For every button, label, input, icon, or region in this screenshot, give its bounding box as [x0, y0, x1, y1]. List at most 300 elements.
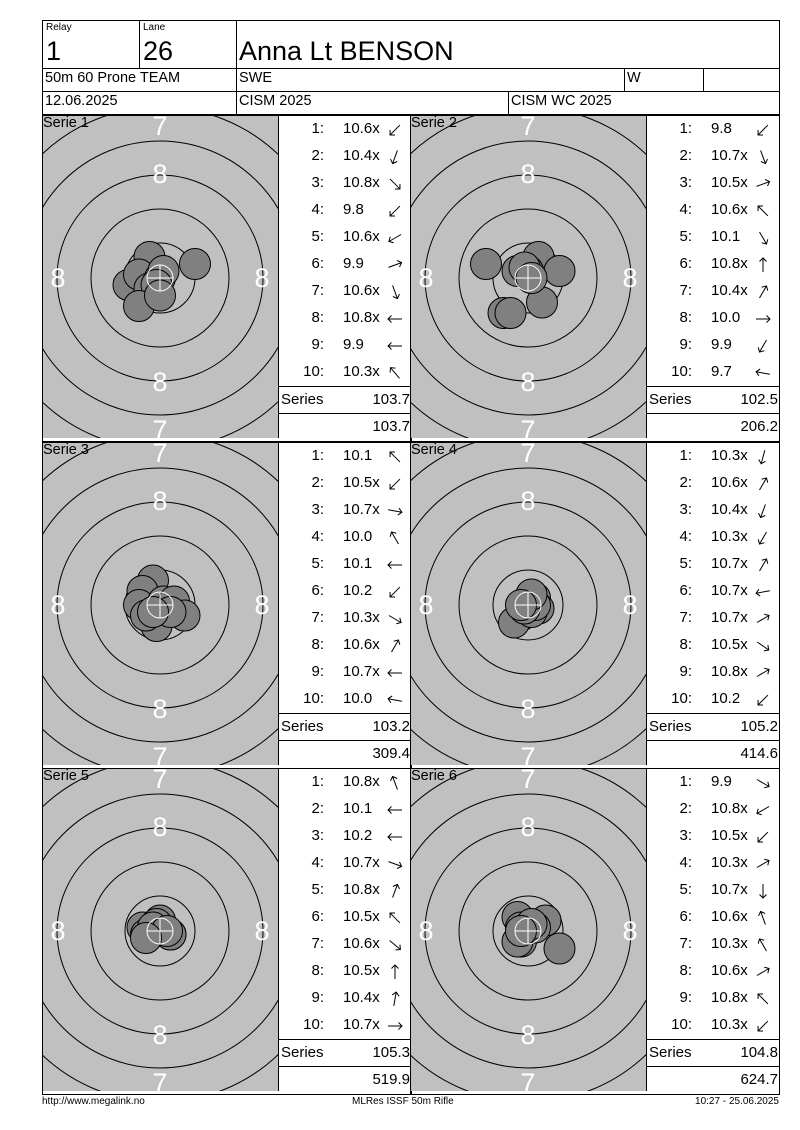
shot-score: 10.7x	[343, 663, 380, 680]
ring-label-8: 8	[520, 694, 536, 724]
shot-number: 7:	[311, 609, 324, 626]
direction-arrow-icon	[385, 963, 405, 981]
shot-score: 10.8x	[711, 255, 748, 272]
direction-arrow-icon	[753, 529, 773, 547]
shot-row	[647, 251, 779, 278]
shot-score: 10.7x	[711, 881, 748, 898]
shot-row	[279, 305, 411, 332]
shot-row	[279, 524, 411, 551]
ring-label-8: 8	[152, 159, 168, 189]
shot-row	[647, 632, 779, 659]
shot-row	[647, 823, 779, 850]
direction-arrow-icon	[385, 502, 405, 520]
shooter-name: Anna Lt BENSON	[239, 36, 454, 66]
target-svg	[411, 116, 647, 438]
shot-number: 5:	[679, 555, 692, 572]
event-name: 50m 60 Prone TEAM	[45, 70, 181, 86]
direction-arrow-icon	[385, 175, 405, 193]
shot-row	[279, 251, 411, 278]
direction-arrow-icon	[385, 310, 405, 328]
shot-score: 10.4x	[711, 501, 748, 518]
serie-panel	[410, 442, 780, 769]
target-svg	[411, 443, 647, 765]
series-total-row	[647, 713, 779, 740]
shot-number: 10:	[303, 1016, 324, 1033]
shot-number: 3:	[311, 501, 324, 518]
direction-arrow-icon	[385, 364, 405, 382]
shot-score: 10.0	[343, 528, 373, 545]
shot-score: 10.7x	[343, 501, 380, 518]
shot-row	[279, 443, 411, 470]
shot-row	[279, 470, 411, 497]
shot-number: 2:	[679, 800, 692, 817]
shot-score: 10.3x	[711, 1016, 748, 1033]
shot-score: 10.6x	[711, 474, 748, 491]
extra-cell	[703, 68, 780, 92]
direction-arrow-icon	[753, 882, 773, 900]
direction-arrow-icon	[753, 502, 773, 520]
target-image	[43, 769, 279, 1091]
ring-label-7: 7	[152, 443, 168, 468]
shot-score: 10.0	[343, 690, 373, 707]
direction-arrow-icon	[385, 148, 405, 166]
direction-arrow-icon	[753, 202, 773, 220]
shot-row	[279, 823, 411, 850]
ring-label-8: 8	[152, 486, 168, 516]
shot-score: 10.6x	[343, 636, 380, 653]
ring-label-8: 8	[254, 916, 270, 946]
ring-label-7: 7	[152, 415, 168, 438]
ring-label-8: 8	[50, 916, 66, 946]
ring-label-8: 8	[254, 263, 270, 293]
serie-label: Serie 1	[43, 116, 89, 131]
shot-score: 10.1	[343, 447, 373, 464]
shot-number: 8:	[311, 962, 324, 979]
series-total-value: 102.5	[740, 391, 778, 408]
nation: SWE	[239, 70, 273, 86]
ring-label-7: 7	[520, 742, 536, 765]
shot-row	[647, 605, 779, 632]
direction-arrow-icon	[753, 229, 773, 247]
shot-number: 8:	[311, 309, 324, 326]
shot-number: 10:	[303, 690, 324, 707]
serie-label: Serie 3	[43, 443, 89, 458]
ring-label-8: 8	[152, 694, 168, 724]
direction-arrow-icon	[385, 637, 405, 655]
shot-number: 4:	[311, 528, 324, 545]
shot-score: 10.8x	[711, 989, 748, 1006]
target-svg	[43, 769, 279, 1091]
shot-score: 10.7x	[343, 1016, 380, 1033]
relay-label: Relay	[46, 22, 72, 33]
shot-row	[279, 1012, 411, 1039]
ring-label-8: 8	[418, 916, 434, 946]
shot-number: 2:	[311, 474, 324, 491]
direction-arrow-icon	[753, 283, 773, 301]
direction-arrow-icon	[385, 936, 405, 954]
championship-cell	[508, 91, 780, 115]
shot-score: 10.6x	[343, 120, 380, 137]
shot-score: 10.3x	[343, 363, 380, 380]
ring-label-8: 8	[622, 916, 638, 946]
shot-number: 9:	[679, 336, 692, 353]
ring-label-8: 8	[520, 812, 536, 842]
shot-number: 3:	[311, 174, 324, 191]
shot-row	[647, 332, 779, 359]
direction-arrow-icon	[753, 475, 773, 493]
shot-score: 10.7x	[711, 147, 748, 164]
shot-row	[647, 985, 779, 1012]
gender-cell	[624, 68, 704, 92]
shot-number: 1:	[311, 447, 324, 464]
shot-row	[647, 659, 779, 686]
shot-score: 10.1	[343, 800, 373, 817]
shot-list	[279, 116, 411, 438]
shot-row	[279, 332, 411, 359]
direction-arrow-icon	[385, 610, 405, 628]
shot-number: 1:	[311, 120, 324, 137]
shot-number: 6:	[311, 908, 324, 925]
ring-label-7: 7	[520, 769, 536, 794]
shot-number: 4:	[679, 528, 692, 545]
shot-number: 7:	[679, 609, 692, 626]
direction-arrow-icon	[385, 1017, 405, 1035]
shot-number: 7:	[311, 935, 324, 952]
shot-row	[647, 524, 779, 551]
shot-number: 4:	[311, 854, 324, 871]
shot-row	[279, 143, 411, 170]
shot-number: 3:	[679, 174, 692, 191]
shot-row	[647, 850, 779, 877]
shot-number: 9:	[311, 336, 324, 353]
shot-number: 8:	[311, 636, 324, 653]
ring-label-8: 8	[622, 590, 638, 620]
direction-arrow-icon	[385, 121, 405, 139]
shot-number: 10:	[671, 690, 692, 707]
shot-number: 5:	[679, 881, 692, 898]
shot-hole	[180, 249, 211, 280]
shot-number: 1:	[679, 773, 692, 790]
shot-score: 10.8x	[343, 309, 380, 326]
shot-score: 10.5x	[343, 962, 380, 979]
shot-number: 1:	[679, 447, 692, 464]
series-total-row	[647, 386, 779, 413]
lane-label: Lane	[143, 22, 166, 33]
shot-row	[647, 359, 779, 386]
shot-score: 10.4x	[343, 989, 380, 1006]
shot-list	[647, 443, 779, 765]
shot-row	[647, 116, 779, 143]
shot-score: 10.4x	[343, 147, 380, 164]
shot-number: 3:	[311, 827, 324, 844]
direction-arrow-icon	[753, 963, 773, 981]
target-svg	[43, 116, 279, 438]
direction-arrow-icon	[753, 556, 773, 574]
direction-arrow-icon	[753, 121, 773, 139]
shot-row	[647, 497, 779, 524]
series-total-label: Series	[281, 718, 324, 735]
target-image	[411, 443, 647, 765]
cumulative-total-row	[279, 1066, 411, 1093]
shot-row	[647, 197, 779, 224]
ring-label-8: 8	[520, 486, 536, 516]
shot-list	[647, 116, 779, 438]
series-total-value: 105.2	[740, 718, 778, 735]
shot-number: 6:	[311, 255, 324, 272]
direction-arrow-icon	[753, 828, 773, 846]
direction-arrow-icon	[385, 855, 405, 873]
shot-row	[279, 497, 411, 524]
shot-number: 9:	[311, 989, 324, 1006]
ring-label-7: 7	[520, 415, 536, 438]
shot-row	[647, 278, 779, 305]
shot-list	[647, 769, 779, 1091]
cumulative-total-row	[279, 413, 411, 440]
cumulative-total-value: 414.6	[740, 745, 778, 762]
shot-number: 10:	[671, 363, 692, 380]
series-total-row	[279, 1039, 411, 1066]
shot-number: 5:	[679, 228, 692, 245]
shot-row	[279, 551, 411, 578]
relay-number: 1	[46, 36, 62, 66]
shot-score: 9.9	[711, 336, 732, 353]
shot-score: 10.5x	[711, 636, 748, 653]
direction-arrow-icon	[753, 855, 773, 873]
shot-row	[279, 904, 411, 931]
shot-row	[279, 170, 411, 197]
shot-score: 10.6x	[711, 201, 748, 218]
series-total-label: Series	[649, 1044, 692, 1061]
direction-arrow-icon	[753, 583, 773, 601]
lane-cell	[139, 20, 237, 69]
championship: CISM WC 2025	[511, 93, 612, 109]
shot-row	[279, 769, 411, 796]
shot-score: 10.5x	[711, 174, 748, 191]
target-image	[411, 116, 647, 438]
direction-arrow-icon	[385, 529, 405, 547]
shot-number: 8:	[679, 636, 692, 653]
direction-arrow-icon	[385, 990, 405, 1008]
shot-score: 10.0	[711, 309, 741, 326]
event-cell	[42, 68, 237, 92]
direction-arrow-icon	[753, 610, 773, 628]
direction-arrow-icon	[753, 256, 773, 274]
shot-row	[279, 796, 411, 823]
shot-score: 10.7x	[711, 555, 748, 572]
shot-row	[279, 605, 411, 632]
shot-row	[647, 877, 779, 904]
shot-number: 7:	[311, 282, 324, 299]
shot-number: 7:	[679, 282, 692, 299]
shot-score: 10.8x	[343, 174, 380, 191]
direction-arrow-icon	[753, 1017, 773, 1035]
ring-label-8: 8	[254, 590, 270, 620]
serie-label: Serie 4	[411, 443, 457, 458]
shot-score: 10.2	[711, 690, 741, 707]
shot-score: 10.7x	[343, 854, 380, 871]
shot-row	[279, 578, 411, 605]
nation-cell	[236, 68, 625, 92]
direction-arrow-icon	[385, 256, 405, 274]
direction-arrow-icon	[753, 774, 773, 792]
shot-row	[647, 551, 779, 578]
shot-score: 9.9	[343, 336, 364, 353]
direction-arrow-icon	[385, 909, 405, 927]
direction-arrow-icon	[753, 337, 773, 355]
shot-score: 10.8x	[711, 800, 748, 817]
serie-panel	[42, 115, 412, 442]
shot-row	[279, 985, 411, 1012]
shot-number: 3:	[679, 827, 692, 844]
shot-row	[647, 170, 779, 197]
shot-number: 5:	[311, 228, 324, 245]
shot-row	[279, 659, 411, 686]
shot-score: 10.6x	[343, 935, 380, 952]
relay-cell	[42, 20, 140, 69]
shot-number: 7:	[679, 935, 692, 952]
direction-arrow-icon	[385, 202, 405, 220]
shot-score: 9.9	[711, 773, 732, 790]
direction-arrow-icon	[385, 691, 405, 709]
shot-score: 10.6x	[343, 282, 380, 299]
cumulative-total-value: 103.7	[372, 418, 410, 435]
direction-arrow-icon	[385, 801, 405, 819]
shot-number: 4:	[679, 854, 692, 871]
series-total-label: Series	[649, 718, 692, 735]
direction-arrow-icon	[753, 364, 773, 382]
footer-timestamp: 10:27 - 25.06.2025	[695, 1096, 779, 1107]
shot-number: 2:	[311, 800, 324, 817]
series-total-row	[279, 386, 411, 413]
ring-label-7: 7	[152, 742, 168, 765]
shot-score: 10.5x	[343, 474, 380, 491]
direction-arrow-icon	[385, 448, 405, 466]
direction-arrow-icon	[385, 828, 405, 846]
shot-row	[647, 796, 779, 823]
shot-number: 2:	[679, 474, 692, 491]
shot-score: 10.6x	[711, 962, 748, 979]
shot-number: 6:	[679, 582, 692, 599]
serie-panel	[410, 768, 780, 1095]
shot-score: 9.7	[711, 363, 732, 380]
serie-label: Serie 2	[411, 116, 457, 131]
ring-label-8: 8	[152, 367, 168, 397]
direction-arrow-icon	[753, 175, 773, 193]
shot-number: 6:	[679, 255, 692, 272]
shot-row	[279, 278, 411, 305]
shot-hole	[138, 597, 169, 628]
shot-score: 10.6x	[343, 228, 380, 245]
shot-row	[279, 197, 411, 224]
ring-label-8: 8	[418, 263, 434, 293]
shot-row	[647, 769, 779, 796]
target-image	[43, 116, 279, 438]
shot-hole	[471, 249, 502, 280]
shot-row	[647, 686, 779, 713]
cumulative-total-value: 624.7	[740, 1071, 778, 1088]
shot-row	[279, 931, 411, 958]
direction-arrow-icon	[385, 664, 405, 682]
series-total-row	[647, 1039, 779, 1066]
shot-number: 4:	[679, 201, 692, 218]
cumulative-total-value: 519.9	[372, 1071, 410, 1088]
direction-arrow-icon	[385, 475, 405, 493]
shot-row	[647, 305, 779, 332]
shot-row	[647, 143, 779, 170]
shot-number: 3:	[679, 501, 692, 518]
direction-arrow-icon	[385, 283, 405, 301]
shot-score: 10.5x	[711, 827, 748, 844]
gender: W	[627, 70, 641, 86]
direction-arrow-icon	[753, 990, 773, 1008]
direction-arrow-icon	[385, 556, 405, 574]
direction-arrow-icon	[753, 148, 773, 166]
shot-hole	[131, 923, 162, 954]
direction-arrow-icon	[753, 909, 773, 927]
serie-label: Serie 5	[43, 769, 89, 784]
shot-row	[647, 224, 779, 251]
direction-arrow-icon	[753, 448, 773, 466]
cumulative-total-row	[647, 413, 779, 440]
shot-score: 10.3x	[711, 528, 748, 545]
shot-row	[647, 578, 779, 605]
series-total-value: 105.3	[372, 1044, 410, 1061]
ring-label-7: 7	[152, 1068, 168, 1091]
direction-arrow-icon	[385, 337, 405, 355]
direction-arrow-icon	[753, 936, 773, 954]
shot-number: 5:	[311, 555, 324, 572]
shot-score: 10.5x	[343, 908, 380, 925]
shot-score: 10.8x	[343, 881, 380, 898]
ring-label-7: 7	[520, 116, 536, 141]
series-total-label: Series	[281, 391, 324, 408]
shot-score: 10.3x	[343, 609, 380, 626]
direction-arrow-icon	[385, 583, 405, 601]
shot-row	[279, 958, 411, 985]
shot-number: 4:	[311, 201, 324, 218]
shot-score: 10.2	[343, 827, 373, 844]
ring-label-8: 8	[50, 590, 66, 620]
shot-hole	[544, 256, 575, 287]
shot-list	[279, 769, 411, 1091]
shot-row	[279, 632, 411, 659]
shot-row	[647, 958, 779, 985]
ring-label-7: 7	[520, 1068, 536, 1091]
direction-arrow-icon	[753, 637, 773, 655]
lane-number: 26	[143, 36, 174, 66]
shot-number: 8:	[679, 962, 692, 979]
shot-list	[279, 443, 411, 765]
serie-panel	[410, 115, 780, 442]
ring-label-8: 8	[520, 1020, 536, 1050]
target-image	[43, 443, 279, 765]
cumulative-total-row	[279, 740, 411, 767]
direction-arrow-icon	[753, 801, 773, 819]
shot-row	[647, 443, 779, 470]
shot-number: 6:	[311, 582, 324, 599]
series-total-label: Series	[649, 391, 692, 408]
shot-number: 1:	[679, 120, 692, 137]
target-svg	[43, 443, 279, 765]
shot-score: 10.1	[711, 228, 741, 245]
shot-score: 10.3x	[711, 447, 748, 464]
shot-score: 10.1	[343, 555, 373, 572]
direction-arrow-icon	[753, 664, 773, 682]
ring-label-8: 8	[622, 263, 638, 293]
shot-score: 10.4x	[711, 282, 748, 299]
footer-url[interactable]: http://www.megalink.no	[42, 1096, 145, 1107]
shot-score: 10.3x	[711, 935, 748, 952]
